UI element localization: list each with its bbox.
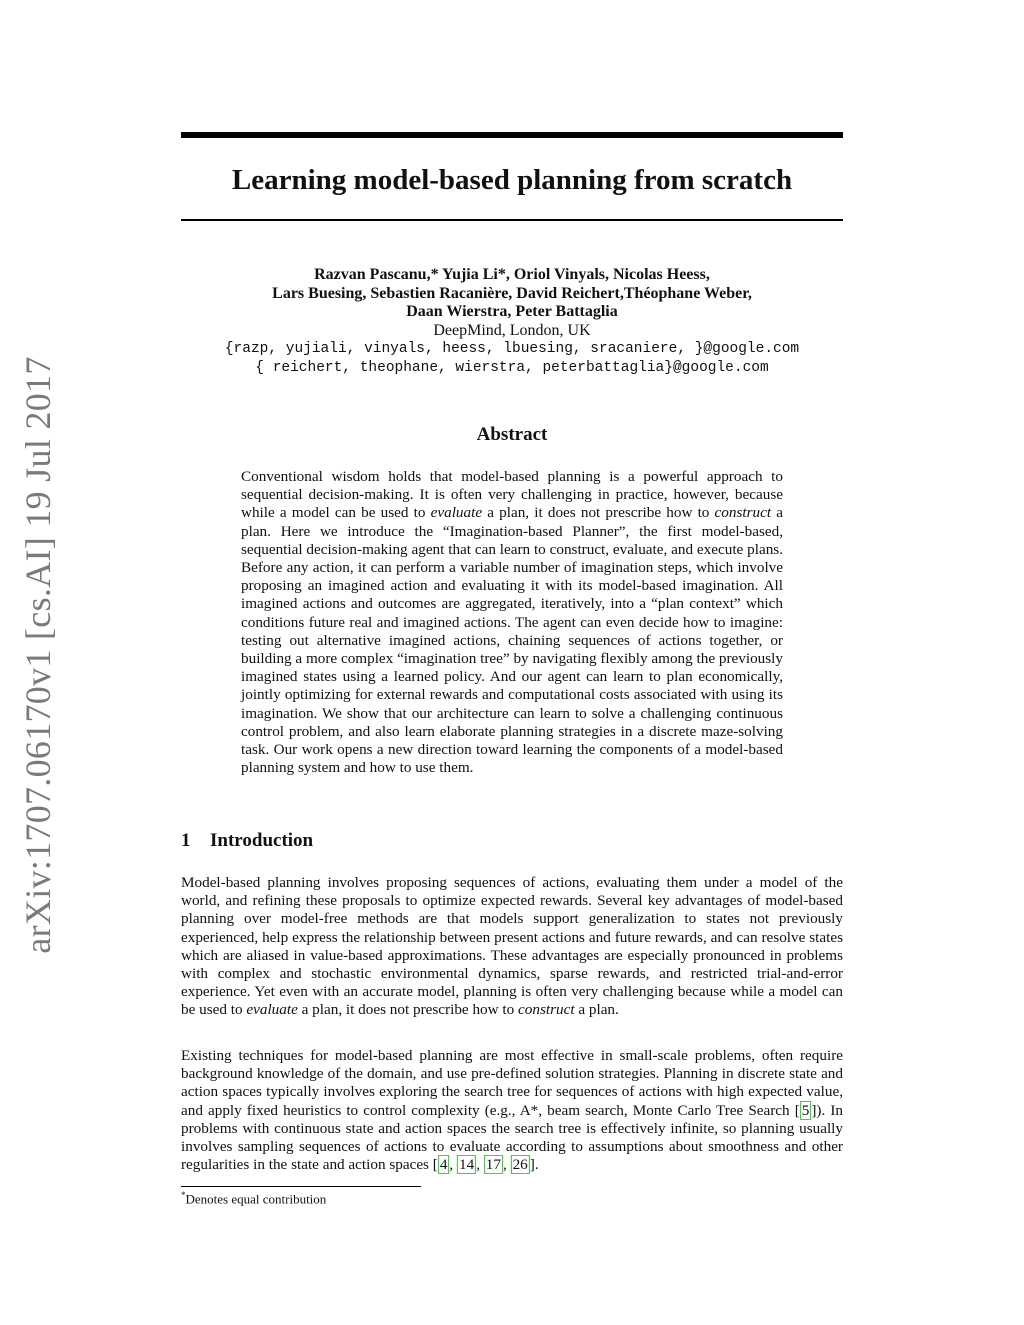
- abstract-emphasis: evaluate: [430, 504, 483, 522]
- paragraph-text-part: a plan, it does not prescribe how to: [297, 1001, 519, 1019]
- footnote-marker: *: [181, 1190, 186, 1200]
- abstract-text-part: a plan. Here we introduce the “Imagination-based Planner”, the first model-based, sequential decision-making agent that can learn to construct, evaluate, and execute plans. Before any action, it can perform a variable number of imagination steps, which involve proposing an imagined action and evaluating it with its model-based imagination. All imagined actions and outcomes are aggregated, iteratively, into a “plan context” which conditions future real and imagined actions. The agent can even decide how to imagine: testing out alternative imagined actions, chaining sequences of actions together, or building a more complex “imagination tree” by navigating flexibly among the previously imagined states using a learned policy. And our agent can learn to plan economically, jointly optimizing for external rewards and computational costs associated with using its imagination. We show that our architecture can learn to solve a challenging continuous control problem, and also learn elaborate planning strategies in a discrete maze-solving task. Our work opens a new direction toward learning the components of a model-based planning system and how to use them.: [241, 504, 783, 777]
- citation-link[interactable]: 17: [485, 1156, 501, 1174]
- section-number: 1: [181, 830, 191, 851]
- intro-paragraph-1: [181, 874, 843, 1020]
- paragraph-emphasis: evaluate: [246, 1001, 298, 1019]
- citation-link[interactable]: 14: [459, 1156, 475, 1174]
- affiliation: DeepMind, London, UK: [433, 321, 591, 339]
- title-bottom-rule: [181, 219, 843, 221]
- citation-link[interactable]: 26: [512, 1156, 528, 1174]
- paragraph-text-part: Existing techniques for model-based planning are most effective in small-scale problems, often require background knowledge of the domain, and use pre-defined solution strategies. Planning in discrete state and action spaces typically involves exploring the search tree for sequences of actions with high expected value, and apply fixed heuristics to control complexity (e.g., A*, beam search, Monte Carlo Tree Search [: [181, 1047, 843, 1119]
- paper-title: Learning model-based planning from scratch: [231, 164, 793, 196]
- author-block: [181, 266, 843, 377]
- section-heading: [181, 830, 313, 852]
- paragraph-text-part: ].: [529, 1156, 539, 1174]
- abstract-text-part: Conventional wisdom holds that model-based planning is a powerful approach to sequential decision-making. It is often very challenging in practice, however, because while a model can be used to: [241, 468, 783, 522]
- section-title: Introduction: [210, 830, 314, 851]
- author-line-1: Razvan Pascanu,* Yujia Li*, Oriol Vinyals, Nicolas Heess,: [314, 266, 710, 283]
- author-line-3: Daan Wierstra, Peter Battaglia: [406, 303, 618, 320]
- abstract-text-part: a plan, it does not prescribe how to: [482, 504, 715, 522]
- paragraph-text-part: Model-based planning involves proposing sequences of actions, evaluating them under a model of the world, and refining these proposals to optimize expected rewards. Several key advantages of model-based planning over model-free methods are that models support generalization to states not previously experienced, help express the relationship between present actions and future rewards, and can resolve states which are aliased in value-based approximations. These advantages are especially pronounced in problems with complex and stochastic environmental dynamics, sparse rewards, and restricted trial-and-error experience. Yet even with an accurate model, planning is often very challenging because while a model can be used to: [181, 874, 843, 1019]
- author-line-2: Lars Buesing, Sebastien Racanière, David Reichert,Théophane Weber,: [272, 284, 752, 302]
- email-line-1: {razp, yujiali, vinyals, heess, lbuesing, sracaniere, }@google.com: [224, 341, 800, 357]
- abstract-emphasis: construct: [714, 504, 772, 522]
- paragraph-text-part: ]). In problems with continuous state and action spaces the search tree is effectively infinite, so planning usually involves sampling sequences of actions to evaluate according to assumptions about smoothness and other regularities in the state and action spaces [: [181, 1101, 843, 1174]
- paragraph-emphasis: construct: [518, 1001, 575, 1019]
- arxiv-identifier: arXiv:1707.06170v1 [cs.AI] 19 Jul 2017: [18, 356, 58, 954]
- abstract-text: [241, 468, 783, 777]
- paragraph-text-part: a plan.: [574, 1001, 619, 1019]
- footnote-rule: [181, 1186, 421, 1187]
- citation-link[interactable]: 4: [439, 1156, 448, 1174]
- email-line-2: { reichert, theophane, wierstra, peterbattaglia}@google.com: [255, 359, 769, 376]
- citation-link[interactable]: 5: [801, 1101, 810, 1119]
- intro-paragraph-2: Existing techniques for model-based planning are most effective in small-scale problems, often require background knowledge of the domain, and use pre-defined solution strategies. Planning in discrete state and action spaces typically involves exploring the search tree for sequences of actions with high expected value, and apply fixed heuristics to control complexity (e.g., A*, beam search, Monte Carlo Tree Search [ 5 ]). In problems with continuous state and action spaces the search tree is effectively infinite, so planning usually involves sampling sequences of actions to evaluate according to assumptions about smoothness and other regularities in the state and action spaces [ 4 , 14 , 17 , 26 ].: [181, 1047, 843, 1174]
- footnote: [181, 1190, 326, 1207]
- title-top-rule: [181, 132, 843, 138]
- abstract-heading: Abstract: [476, 424, 548, 445]
- footnote-text: Denotes equal contribution: [185, 1191, 327, 1207]
